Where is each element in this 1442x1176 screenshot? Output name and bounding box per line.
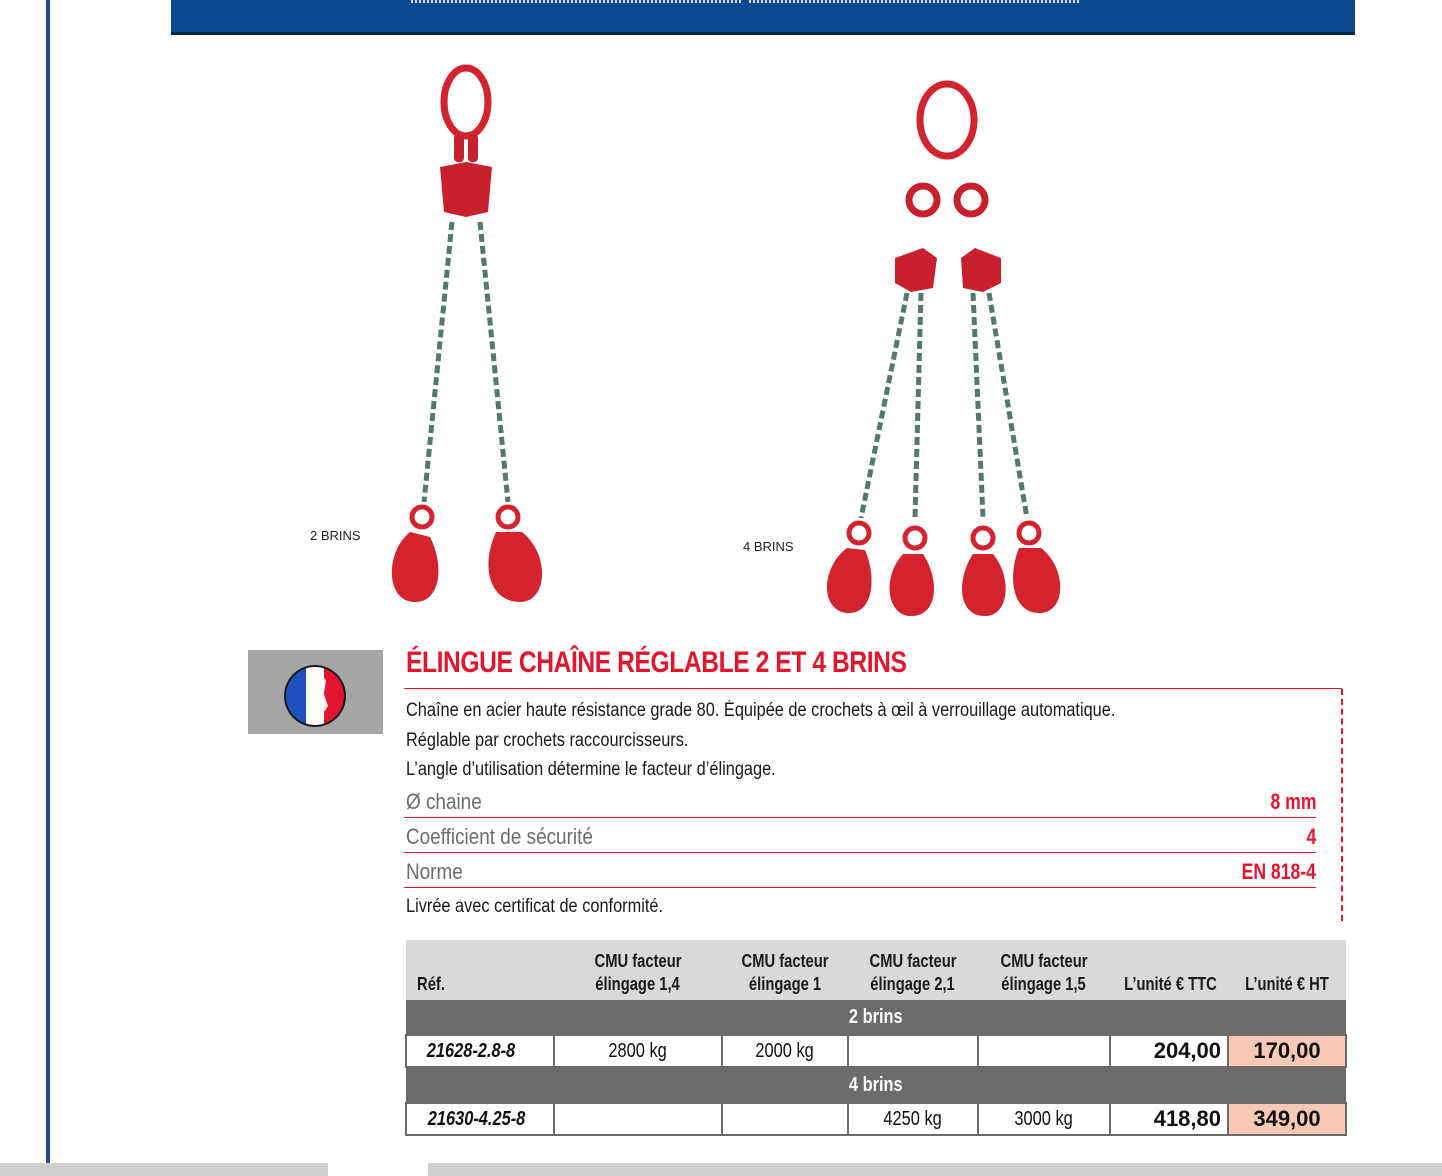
master-link	[920, 84, 974, 156]
header-cmu-2-1: CMU facteur élingage 2,1	[848, 940, 978, 1000]
chain-legs	[861, 293, 1027, 518]
price-ht-cell: 170,00	[1228, 1035, 1346, 1067]
master-link	[444, 68, 488, 136]
image-caption-2-brins: 2 BRINS	[310, 528, 361, 543]
table-header-row	[406, 940, 1346, 1000]
cmu-1-cell	[722, 1103, 848, 1135]
spec-row-safety-factor	[404, 818, 1316, 853]
footer-bar-left	[0, 1163, 328, 1176]
spec-row-diameter	[404, 783, 1316, 818]
coupling-links	[895, 186, 1001, 292]
description-line-1: Chaîne en acier haute résistance grade 80. Équipée de crochets à œil à verrouillage automatique.	[406, 700, 1116, 721]
spec-value: 4	[1306, 824, 1316, 849]
table-row	[406, 1103, 1346, 1135]
header-price-ttc: L’unité € TTC	[1110, 940, 1228, 1000]
made-in-france-badge	[248, 650, 383, 734]
group-label: 4 brins	[849, 1073, 903, 1096]
table-row	[406, 1035, 1346, 1067]
cmu-1-4-cell	[554, 1103, 722, 1135]
spec-row-standard	[404, 853, 1316, 888]
spec-label: Ø chaine	[406, 789, 482, 814]
price-ttc-cell: 204,00	[1110, 1035, 1228, 1067]
cmu-1-5-cell: 3000 kg	[978, 1103, 1110, 1135]
price-ht-cell: 349,00	[1228, 1103, 1346, 1135]
self-locking-hooks	[392, 507, 542, 602]
product-image-2-brins	[380, 62, 560, 612]
header-ref: Réf.	[406, 940, 554, 1000]
dashed-right-rule	[1341, 689, 1343, 921]
france-flag-icon	[248, 650, 383, 734]
cmu-1-cell: 2000 kg	[722, 1035, 848, 1067]
group-row-4-brins	[406, 1067, 1346, 1103]
product-title: ÉLINGUE CHAÎNE RÉGLABLE 2 ET 4 BRINS	[406, 646, 907, 679]
price-ttc-cell: 418,80	[1110, 1103, 1228, 1135]
cmu-1-5-cell	[978, 1035, 1110, 1067]
header-band	[171, 0, 1355, 35]
cmu-2-1-cell	[848, 1035, 978, 1067]
spec-value: EN 818-4	[1241, 859, 1316, 884]
left-margin-rule	[46, 0, 50, 1176]
image-caption-4-brins: 4 BRINS	[743, 539, 794, 554]
group-label: 2 brins	[849, 1005, 903, 1028]
certificate-note: Livrée avec certificat de conformité.	[406, 896, 664, 917]
spec-label: Coefficient de sécurité	[406, 824, 593, 849]
spec-value: 8 mm	[1270, 789, 1316, 814]
description-line-2: Réglable par crochets raccourcisseurs.	[406, 730, 689, 751]
group-row-2-brins	[406, 1000, 1346, 1035]
ref-cell: 21630-4.25-8	[406, 1103, 554, 1135]
header-cmu-1-5: CMU facteur élingage 1,5	[978, 940, 1110, 1000]
spec-label: Norme	[406, 859, 463, 884]
footer-bar-right	[428, 1163, 1442, 1176]
cmu-1-4-cell: 2800 kg	[554, 1035, 722, 1067]
price-table	[405, 940, 1347, 1136]
cmu-2-1-cell: 4250 kg	[848, 1103, 978, 1135]
header-price-ht: L’unité € HT	[1228, 940, 1346, 1000]
header-cmu-1: CMU facteur élingage 1	[722, 940, 848, 1000]
chain-legs	[424, 222, 508, 502]
header-cmu-1-4: CMU facteur élingage 1,4	[554, 940, 722, 1000]
self-locking-hooks	[827, 523, 1060, 616]
title-underline	[404, 688, 1342, 689]
product-image-4-brins	[815, 78, 1085, 618]
description-line-3: L’angle d’utilisation détermine le facteur d’élingage.	[406, 759, 776, 780]
ref-cell: 21628-2.8-8	[406, 1035, 554, 1067]
coupling-links	[440, 134, 492, 217]
